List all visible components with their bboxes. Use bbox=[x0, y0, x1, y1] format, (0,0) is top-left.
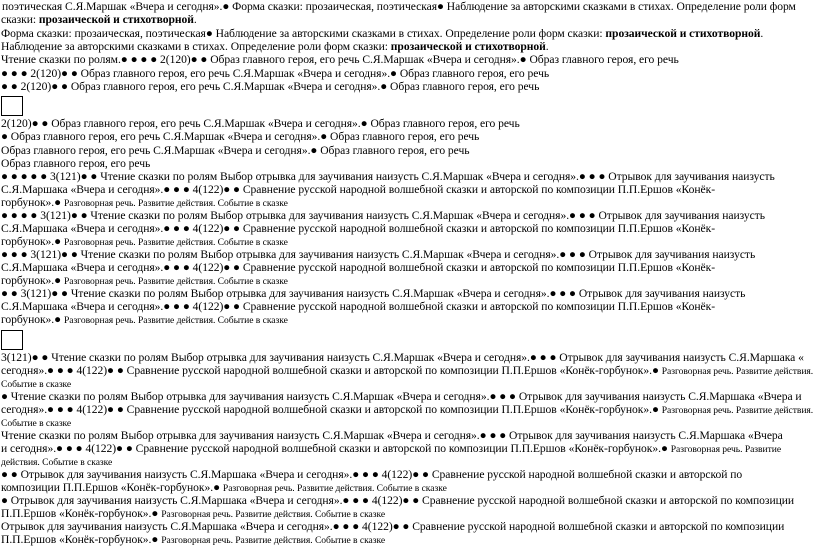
small-text: Разговорная речь. Развитие действия. Событие в сказке bbox=[63, 237, 288, 248]
text-line bbox=[1, 416, 71, 430]
text-line bbox=[1, 157, 150, 170]
bold-text: прозаической и стихотворной bbox=[605, 27, 761, 40]
bold-text: прозаической и стихотворной bbox=[38, 13, 194, 26]
text-segment: ● ● ● ● 3(121)● ● Чтение сказки по ролям Выбор отрывка для заучивания наизусть С.Я.Маршак «Вчера и сегодня».● ● ● Отрывок для заучивания наизусть bbox=[1, 209, 765, 222]
text-segment: 2(120)● ● Образ главного героя, его речь С.Я.Маршак «Вчера и сегодня».● Образ главного героя, его речь bbox=[1, 117, 520, 130]
text-segment: сегодня».● ● ● 4(122)● ● Сравнение русской народной волшебной сказки и авторской по композиции П.П.Ершов «Конёк-горбунок».● bbox=[1, 364, 662, 377]
text-line bbox=[1, 261, 715, 274]
text-segment: ● ● 2(120)● ● Образ главного героя, его речь С.Я.Маршак «Вчера и сегодня».● Образ главного героя, его речь bbox=[1, 80, 540, 93]
text-line bbox=[1, 196, 288, 210]
text-line bbox=[1, 67, 549, 80]
text-segment: С.Я.Маршака «Вчера и сегодня».● ● ● 4(122)● ● Сравнение русской народной волшебной сказки и авторской по композиции П.П.Ершов «Конёк- bbox=[1, 222, 716, 235]
text-line bbox=[1, 80, 539, 93]
text-line bbox=[1, 235, 288, 249]
text-line bbox=[2, 0, 796, 13]
text-segment: П.П.Ершов «Конёк-горбунок».● bbox=[1, 507, 162, 520]
text-segment: и сегодня».● ● ● 4(122)● ● Сравнение русской народной волшебной сказки и авторской по композиции П.П.Ершов «Конёк-горбунок».● bbox=[1, 442, 671, 455]
text-segment: композиции П.П.Ершов «Конёк-горбунок».● bbox=[1, 481, 223, 494]
small-text: Событие в сказке bbox=[1, 379, 72, 390]
text-line bbox=[1, 274, 288, 288]
text-line bbox=[1, 183, 715, 196]
small-text: Разговорная речь. Развитие действия. Событие в сказке bbox=[222, 483, 447, 494]
text-line bbox=[1, 130, 479, 143]
text-segment: Чтение сказки по ролям Выбор отрывка для заучивания наизусть С.Я.Маршак «Вчера и сегодня».● ● ● Отрывок для заучивания наизусть С.Я.Маршака «Вчера bbox=[1, 429, 783, 442]
text-line bbox=[1, 170, 775, 183]
text-line bbox=[1, 351, 804, 364]
text-line bbox=[1, 27, 763, 40]
text-line bbox=[1, 144, 470, 157]
text-segment: ● Образ главного героя, его речь С.Я.Маршак «Вчера и сегодня».● Образ главного героя, его речь bbox=[1, 130, 480, 143]
small-text: Разговорная речь. Развитие действия. bbox=[661, 366, 814, 377]
text-line bbox=[1, 390, 802, 403]
text-segment: . bbox=[545, 40, 549, 53]
small-text: действия. Событие в сказке bbox=[1, 457, 113, 468]
text-segment: горбунок».● bbox=[1, 196, 64, 209]
text-line bbox=[1, 403, 813, 417]
empty-box bbox=[1, 96, 23, 116]
small-text: Разговорная речь. Развитие действия. bbox=[661, 405, 814, 416]
text-segment: ● ● ● ● ● 3(121)● ● Чтение сказки по ролям Выбор отрывка для заучивания наизусть С.Я.Маршак «Вчера и сегодня».● ● ● Отрывок для заучивания наизусть bbox=[1, 170, 775, 183]
text-segment: . bbox=[760, 27, 764, 40]
small-text: Разговорная речь. Развитие действия. Событие в сказке bbox=[63, 315, 288, 326]
small-text: Разговорная речь. Развитие действия. Событие в сказке bbox=[63, 198, 288, 209]
text-line bbox=[1, 468, 742, 481]
text-segment: ● Чтение сказки по ролям Выбор отрывка для заучивания наизусть С.Я.Маршак «Вчера и сегодня».● ● ● Отрывок для заучивания наизусть С.Я.Маршака «Вчера и bbox=[1, 390, 802, 403]
text-line bbox=[1, 494, 794, 507]
bold-text: прозаической и стихотворной bbox=[390, 40, 546, 53]
text-line bbox=[1, 13, 197, 26]
text-line bbox=[1, 442, 781, 456]
text-line bbox=[1, 40, 549, 53]
text-line bbox=[1, 520, 784, 533]
text-segment: горбунок».● bbox=[1, 274, 64, 287]
text-segment: горбунок».● bbox=[1, 313, 64, 326]
text-segment: Образ главного героя, его речь С.Я.Маршак «Вчера и сегодня».● Образ главного героя, его речь bbox=[1, 144, 470, 157]
text-segment: ● ● Отрывок для заучивания наизусть С.Я.Маршака «Вчера и сегодня».● ● ● 4(122)● ● Сравнение русской народной волшебной сказки и авторской по bbox=[1, 468, 743, 481]
text-segment: С.Я.Маршака «Вчера и сегодня».● ● ● 4(122)● ● Сравнение русской народной волшебной сказки и авторской по композиции П.П.Ершов «Конёк- bbox=[1, 261, 716, 274]
text-segment: Образ главного героя, его речь bbox=[1, 157, 151, 170]
text-segment: сказки: bbox=[1, 13, 39, 26]
text-segment: горбунок».● bbox=[1, 235, 64, 248]
text-line bbox=[1, 300, 715, 313]
text-line bbox=[1, 248, 755, 261]
text-line bbox=[1, 313, 288, 327]
text-line bbox=[1, 507, 385, 521]
empty-box bbox=[1, 330, 23, 350]
text-line bbox=[1, 455, 112, 469]
text-segment: ● ● 3(121)● ● Чтение сказки по ролям Выбор отрывка для заучивания наизусть С.Я.Маршак «Вчера и сегодня».● ● ● Отрывок для заучивания наизусть bbox=[1, 287, 746, 300]
text-line bbox=[1, 117, 520, 130]
text-segment: С.Я.Маршака «Вчера и сегодня».● ● ● 4(122)● ● Сравнение русской народной волшебной сказки и авторской по композиции П.П.Ершов «Конёк- bbox=[1, 300, 716, 313]
text-line bbox=[1, 377, 71, 391]
small-text: Событие в сказке bbox=[1, 418, 72, 429]
text-segment: Форма сказки: прозаическая, поэтическая● Наблюдение за авторскими сказками в стихах. Определение роли форм сказки: bbox=[1, 27, 606, 40]
text-segment: ● Отрывок для заучивания наизусть С.Я.Маршака «Вчера и сегодня».● ● ● 4(122)● ● Сравнение русской народной волшебной сказки и авторской по композиции bbox=[1, 494, 795, 507]
text-line bbox=[1, 287, 745, 300]
text-line bbox=[1, 481, 447, 495]
text-line bbox=[1, 53, 679, 66]
text-line bbox=[1, 222, 715, 235]
text-line bbox=[1, 429, 783, 442]
text-segment: Чтение сказки по ролям.● ● ● ● 2(120)● ● Образ главного героя, его речь С.Я.Маршак «Вчера и сегодня».● Образ главного героя, его речь bbox=[1, 53, 679, 66]
small-text: Разговорная речь. Развитие действия. Событие в сказке bbox=[63, 276, 288, 287]
text-segment: ● ● ● 3(121)● ● Чтение сказки по ролям Выбор отрывка для заучивания наизусть С.Я.Маршак «Вчера и сегодня».● ● ● Отрывок для заучивания наизусть bbox=[1, 248, 756, 261]
text-segment: С.Я.Маршака «Вчера и сегодня».● ● ● 4(122)● ● Сравнение русской народной волшебной сказки и авторской по композиции П.П.Ершов «Конёк- bbox=[1, 183, 716, 196]
text-line bbox=[1, 364, 813, 378]
small-text: Разговорная речь. Развитие действия. Событие в сказке bbox=[161, 509, 386, 520]
text-segment: П.П.Ершов «Конёк-горбунок».● bbox=[1, 533, 162, 546]
text-segment: поэтическая С.Я.Маршак «Вчера и сегодня».● Форма сказки: прозаическая, поэтическая● Наблюдение за авторскими сказками в стихах. Определение роли форм bbox=[2, 0, 796, 13]
small-text: Разговорная речь. Развитие bbox=[670, 444, 782, 455]
text-segment: . bbox=[193, 13, 197, 26]
text-segment: Отрывок для заучивания наизусть С.Я.Маршака «Вчера и сегодня».● ● ● 4(122)● ● Сравнение русской народной волшебной сказки и авторской по композиции bbox=[1, 520, 785, 533]
text-segment: сегодня».● ● ● 4(122)● ● Сравнение русской народной волшебной сказки и авторской по композиции П.П.Ершов «Конёк-горбунок».● bbox=[1, 403, 662, 416]
small-text: Разговорная речь. Развитие действия. Событие в сказке bbox=[161, 535, 386, 546]
text-segment: 3(121)● ● Чтение сказки по ролям Выбор отрывка для заучивания наизусть С.Я.Маршак «Вчера и сегодня».● ● ● Отрывок для заучивания наизусть С.Я.Маршака « bbox=[1, 351, 804, 364]
text-line bbox=[1, 209, 765, 222]
text-segment: ● ● ● 2(120)● ● Образ главного героя, его речь С.Я.Маршак «Вчера и сегодня».● Образ главного героя, его речь bbox=[1, 67, 550, 80]
text-segment: Наблюдение за авторскими сказками в стихах. Определение роли форм сказки: bbox=[1, 40, 391, 53]
